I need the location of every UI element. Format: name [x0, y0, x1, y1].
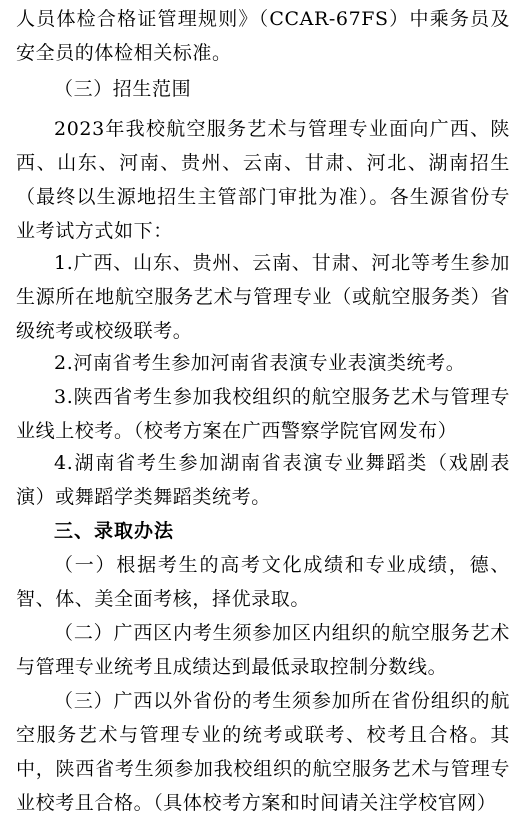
list-item-3: 3.陕西省考生参加我校组织的航空服务艺术与管理专业线上校考。（校考方案在广西警察学院官网发布） — [16, 386, 510, 442]
section-heading-admission-method: 三、录取办法 — [54, 520, 175, 542]
paragraph-rule-3: （三）广西以外省份的考生须参加所在省份组织的航空服务艺术与管理专业的统考或联考、校考且合格。其中，陕西省考生须参加我校组织的航空服务艺术与管理专业校考且合格。（具体校考方案和时间请关注学校官网） — [16, 690, 510, 814]
paragraph-enrollment-scope: 2023年我校航空服务艺术与管理专业面向广西、陕西、山东、河南、贵州、云南、甘肃、河北、湖南招生（最终以生源地招生主管部门审批为准）。各生源省份专业考试方式如下： — [16, 118, 510, 242]
paragraph-continuation: 人员体检合格证管理规则》（CCAR-67FS）中乘务员及安全员的体检相关标准。 — [16, 8, 510, 64]
paragraph-rule-1: （一）根据考生的高考文化成绩和专业成绩，德、智、体、美全面考核，择优录取。 — [16, 554, 510, 610]
subheading-enrollment-scope: （三）招生范围 — [54, 78, 192, 100]
list-item-4: 4.湖南省考生参加湖南省表演专业舞蹈类（戏剧表演）或舞蹈学类舞蹈类统考。 — [16, 452, 510, 508]
list-item-1: 1.广西、山东、贵州、云南、甘肃、河北等考生参加生源所在地航空服务艺术与管理专业（或航空服务类）省级统考或校级联考。 — [16, 252, 510, 342]
paragraph-rule-2: （二）广西区内考生须参加区内组织的航空服务艺术与管理专业统考且成绩达到最低录取控制分数线。 — [16, 622, 510, 678]
list-item-2: 2.河南省考生参加河南省表演专业表演类统考。 — [54, 352, 466, 374]
